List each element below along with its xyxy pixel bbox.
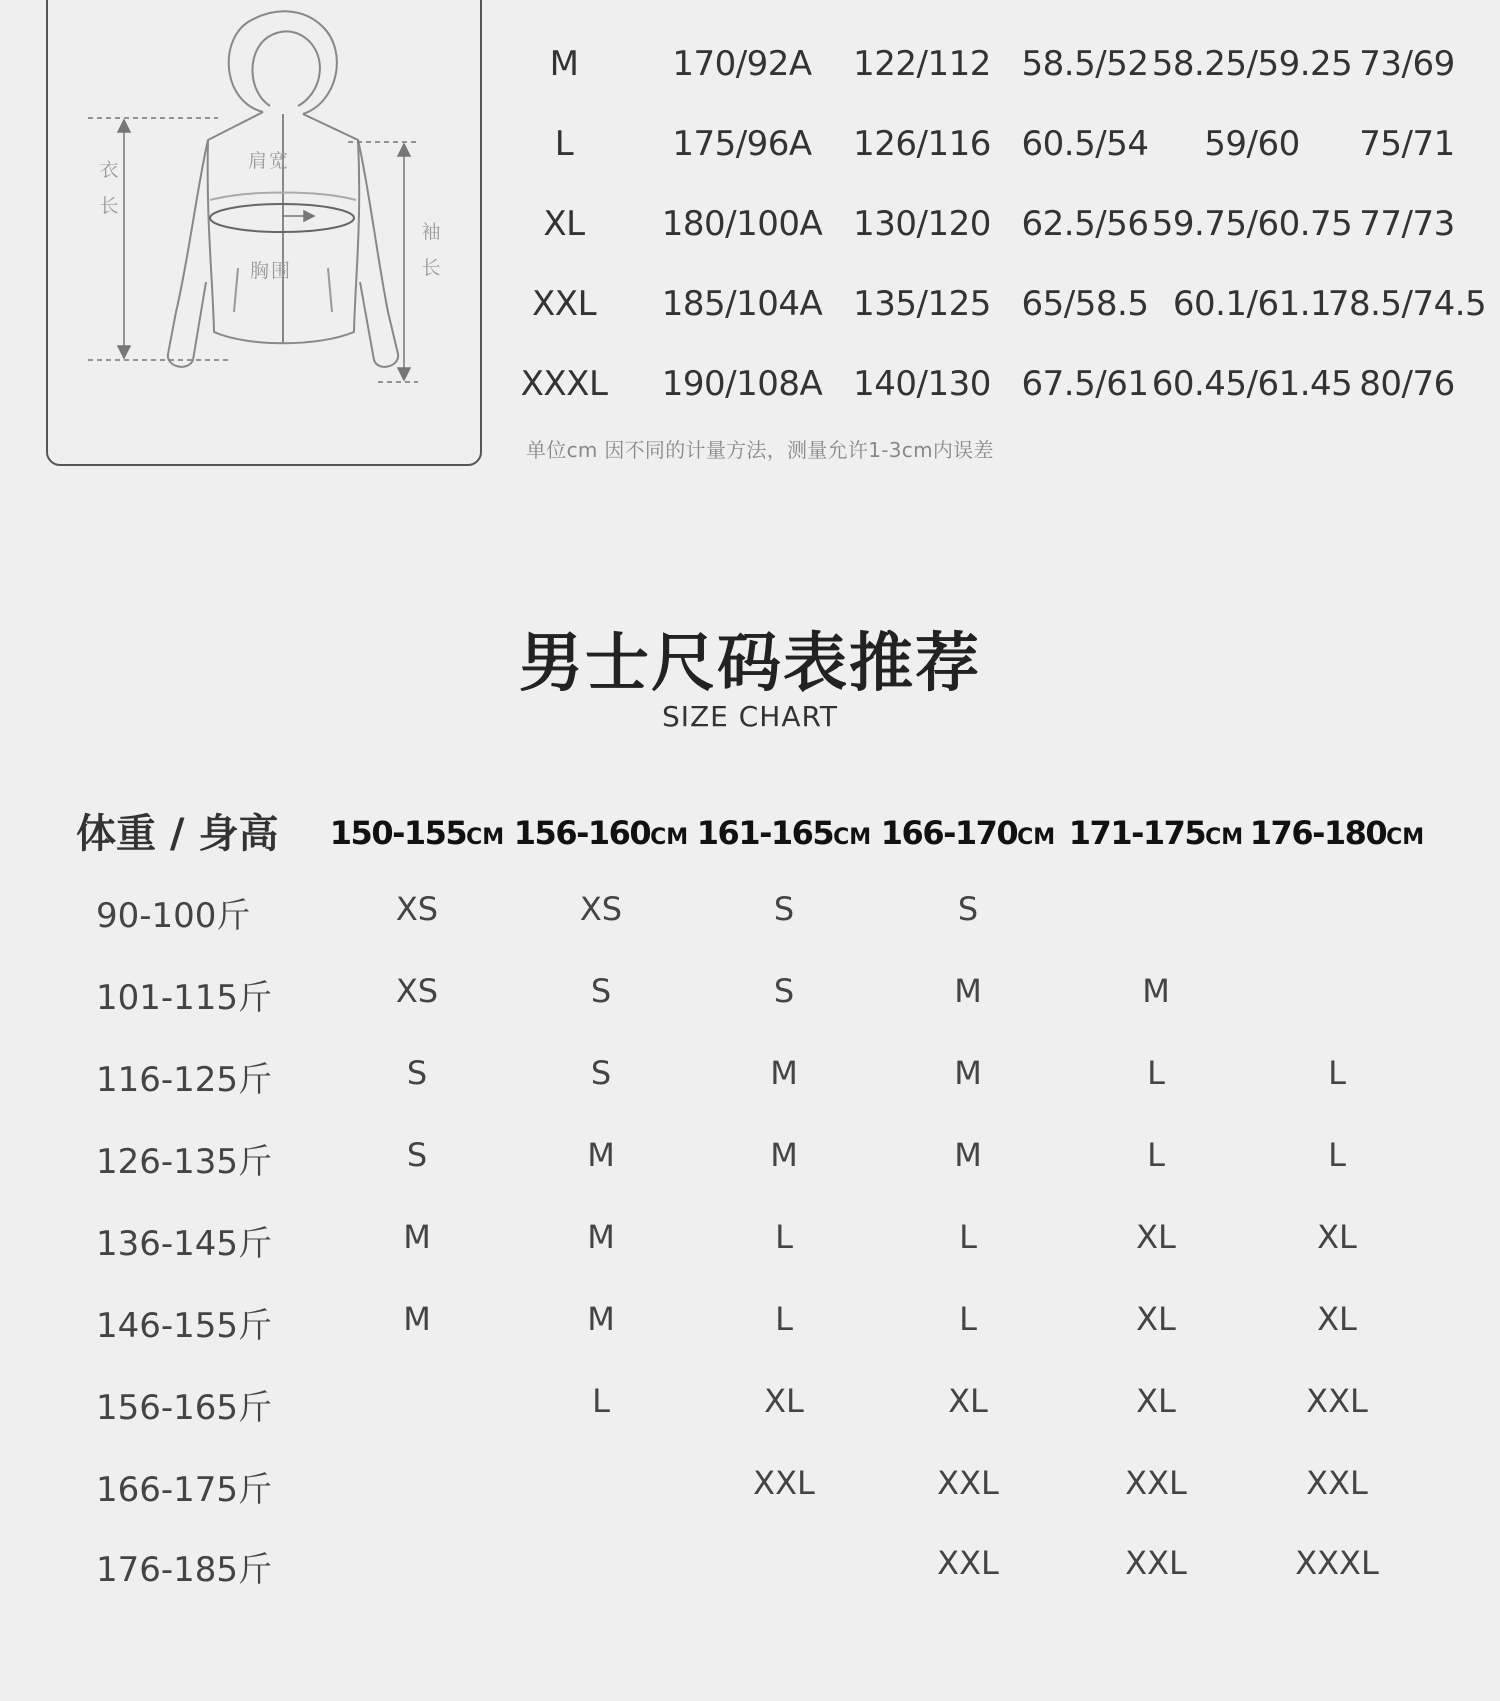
weight-row-label: 176-185斤: [96, 1550, 273, 1590]
recommended-size-cell: M: [770, 1136, 798, 1174]
spec-size-cell: XXXL: [520, 364, 608, 404]
shoulder-label: 肩宽: [248, 150, 291, 172]
recommended-size-cell: XXL: [1125, 1464, 1187, 1502]
spec-shoulder-cell: 60.1/61.1: [1172, 284, 1332, 324]
recommended-size-cell: S: [957, 890, 979, 928]
height-range: 150-155: [329, 814, 467, 852]
recommended-size-cell: XL: [1136, 1300, 1176, 1338]
spec-size-cell: XL: [543, 204, 585, 244]
height-range: 161-165: [696, 814, 834, 852]
spec-sleeve-cell: 77/73: [1359, 204, 1455, 244]
height-unit: CM: [1205, 825, 1244, 850]
height-column-header: [1250, 814, 1424, 852]
recommended-size-cell: XS: [395, 972, 439, 1010]
recommended-size-cell: L: [1328, 1136, 1346, 1174]
page-title: 男士尺码表推荐: [519, 627, 981, 701]
recommended-size-cell: XXL: [1306, 1382, 1368, 1420]
weight-row-label: 166-175斤: [96, 1470, 273, 1510]
recommended-size-cell: L: [959, 1300, 977, 1338]
recommended-size-cell: M: [954, 1136, 982, 1174]
recommended-size-cell: M: [587, 1218, 615, 1256]
weight-row-label: 101-115斤: [96, 978, 273, 1018]
chest-label: 胸围: [250, 260, 293, 282]
height-unit: CM: [1386, 825, 1425, 850]
measurement-note: 单位cm 因不同的计量方法，测量允许1-3cm内误差: [526, 438, 994, 462]
spec-shoulder-cell: 60.45/61.45: [1151, 364, 1353, 404]
recommended-size-cell: S: [773, 972, 795, 1010]
height-range: 156-160: [513, 814, 651, 852]
recommended-size-cell: XL: [1317, 1300, 1357, 1338]
spec-chest-cell: 135/125: [853, 284, 991, 324]
recommended-size-cell: XXXL: [1295, 1544, 1379, 1582]
recommended-size-cell: L: [592, 1382, 610, 1420]
recommended-size-cell: M: [403, 1300, 431, 1338]
recommended-size-cell: S: [590, 1054, 612, 1092]
weight-row-label: 116-125斤: [96, 1060, 273, 1100]
weight-row-label: 126-135斤: [96, 1142, 273, 1182]
height-unit: CM: [466, 825, 505, 850]
spec-sleeve-cell: 80/76: [1359, 364, 1455, 404]
length-label: 衣 长: [99, 159, 119, 218]
recommended-size-cell: XXL: [1306, 1464, 1368, 1502]
weight-row-label: 156-165斤: [96, 1388, 273, 1428]
recommended-size-cell: M: [954, 1054, 982, 1092]
recommended-size-cell: M: [1142, 972, 1170, 1010]
spec-length-cell: 65/58.5: [1021, 284, 1149, 324]
recommended-size-cell: S: [590, 972, 612, 1010]
recommended-size-cell: XL: [1136, 1218, 1176, 1256]
sleeve-label: 袖 长: [421, 221, 441, 280]
jacket-diagram: [46, 0, 482, 466]
recommended-size-cell: XL: [1136, 1382, 1176, 1420]
recommended-size-cell: L: [959, 1218, 977, 1256]
jacket-illustration: [48, 0, 484, 468]
height-unit: CM: [1017, 825, 1056, 850]
height-range: 171-175: [1068, 814, 1206, 852]
recommended-size-cell: M: [587, 1136, 615, 1174]
spec-shoulder-cell: 59/60: [1204, 124, 1300, 164]
corner-header: 体重 / 身高: [76, 811, 279, 857]
spec-size-cell: XXL: [531, 284, 597, 324]
recommended-size-cell: L: [1328, 1054, 1346, 1092]
spec-shoulder-cell: 59.75/60.75: [1151, 204, 1353, 244]
weight-row-label: 90-100斤: [96, 896, 251, 936]
recommended-size-cell: XXL: [1125, 1544, 1187, 1582]
recommended-size-cell: XL: [948, 1382, 988, 1420]
height-column-header: [514, 814, 688, 852]
recommended-size-cell: S: [406, 1054, 428, 1092]
height-column-header: [330, 814, 504, 852]
spec-chest-cell: 126/116: [853, 124, 991, 164]
recommended-size-cell: XXL: [937, 1464, 999, 1502]
recommended-size-cell: M: [587, 1300, 615, 1338]
height-column-header: [881, 814, 1055, 852]
height-unit: CM: [833, 825, 872, 850]
recommended-size-cell: M: [954, 972, 982, 1010]
spec-height-cell: 190/108A: [661, 364, 823, 404]
spec-height-cell: 170/92A: [672, 44, 812, 84]
recommended-size-cell: S: [773, 890, 795, 928]
height-range: 176-180: [1249, 814, 1387, 852]
spec-sleeve-cell: 78.5/74.5: [1327, 284, 1487, 324]
spec-height-cell: 185/104A: [661, 284, 823, 324]
spec-sleeve-cell: 75/71: [1359, 124, 1455, 164]
recommended-size-cell: XL: [1317, 1218, 1357, 1256]
weight-row-label: 136-145斤: [96, 1224, 273, 1264]
recommended-size-cell: XL: [764, 1382, 804, 1420]
weight-row-label: 146-155斤: [96, 1306, 273, 1346]
recommended-size-cell: L: [775, 1218, 793, 1256]
spec-size-cell: L: [554, 124, 574, 164]
height-column-header: [697, 814, 871, 852]
recommended-size-cell: XS: [579, 890, 623, 928]
spec-height-cell: 175/96A: [672, 124, 812, 164]
spec-sleeve-cell: 73/69: [1359, 44, 1455, 84]
height-column-header: [1069, 814, 1243, 852]
recommended-size-cell: L: [1147, 1054, 1165, 1092]
height-range: 166-170: [880, 814, 1018, 852]
spec-length-cell: 60.5/54: [1021, 124, 1149, 164]
spec-chest-cell: 140/130: [853, 364, 991, 404]
recommended-size-cell: XXL: [937, 1544, 999, 1582]
spec-height-cell: 180/100A: [661, 204, 823, 244]
spec-length-cell: 67.5/61: [1021, 364, 1149, 404]
spec-length-cell: 62.5/56: [1021, 204, 1149, 244]
recommended-size-cell: S: [406, 1136, 428, 1174]
page-subtitle: SIZE CHART: [661, 700, 839, 733]
spec-size-cell: M: [549, 44, 579, 84]
recommended-size-cell: XS: [395, 890, 439, 928]
spec-shoulder-cell: 58.25/59.25: [1151, 44, 1353, 84]
spec-chest-cell: 122/112: [853, 44, 991, 84]
recommended-size-cell: XXL: [753, 1464, 815, 1502]
spec-length-cell: 58.5/52: [1021, 44, 1149, 84]
height-unit: CM: [650, 825, 689, 850]
recommended-size-cell: L: [1147, 1136, 1165, 1174]
recommended-size-cell: L: [775, 1300, 793, 1338]
spec-chest-cell: 130/120: [853, 204, 991, 244]
recommended-size-cell: M: [770, 1054, 798, 1092]
recommended-size-cell: M: [403, 1218, 431, 1256]
